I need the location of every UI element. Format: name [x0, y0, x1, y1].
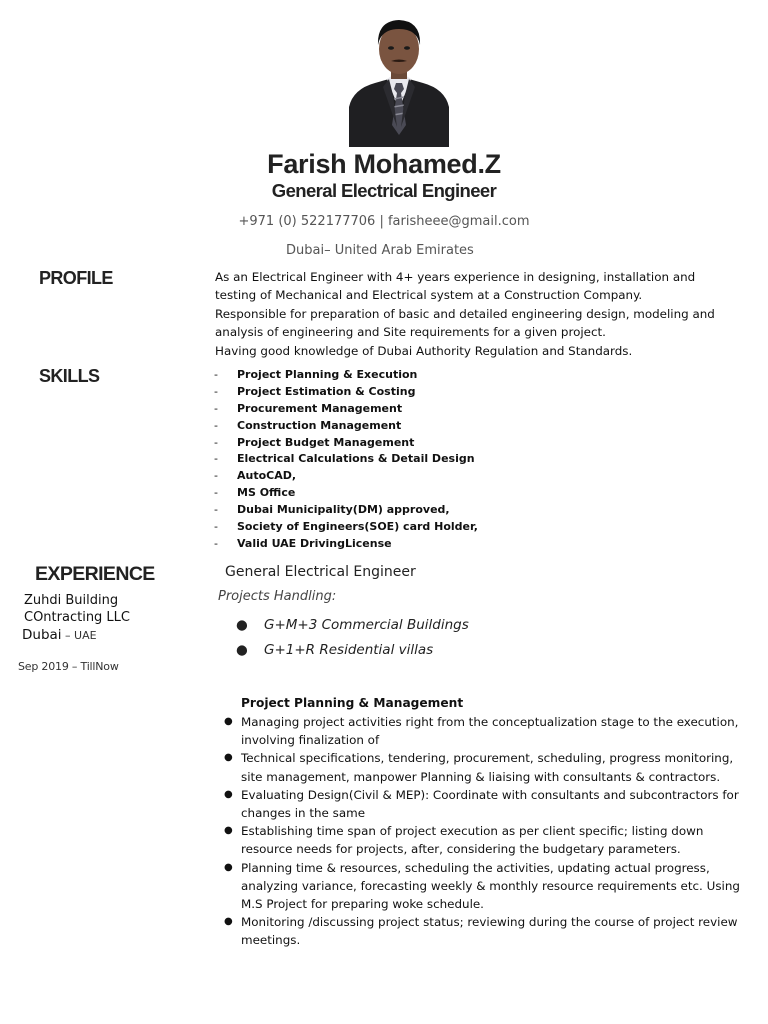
skill-label: Society of Engineers(SOE) card Holder, [237, 520, 478, 534]
bullet-icon: ● [224, 716, 233, 727]
skills-list [214, 367, 478, 553]
responsibility-line: involving finalization of [241, 733, 380, 748]
skill-label: Procurement Management [237, 401, 403, 415]
contact-line: +971 (0) 522177706 | farisheee@gmail.com [238, 214, 530, 229]
skill-label: MS Office [237, 486, 296, 500]
skill-label: Project Planning & Execution [237, 368, 418, 381]
section-heading-profile: PROFILE [39, 268, 113, 288]
dash-bullet: - [214, 418, 218, 432]
country-text: – UAE [61, 629, 97, 642]
profile-line: Having good knowledge of Dubai Authority Regulation and Standards. [215, 343, 633, 358]
skill-label: Project Budget Management [237, 435, 415, 449]
skill-item [214, 367, 478, 384]
company-name [24, 593, 130, 626]
project-label: G+1+R Residential villas [264, 642, 434, 658]
company-line: COntracting LLC [24, 609, 130, 625]
candidate-name: Farish Mohamed.Z [267, 149, 501, 179]
profile-line: Responsible for preparation of basic and detailed engineering design, modeling and [215, 306, 715, 321]
skill-item [214, 502, 478, 519]
bullet-icon: ● [224, 916, 233, 928]
dash-bullet: - [214, 520, 218, 534]
section-heading-skills: SKILLS [39, 366, 100, 386]
skill-label: AutoCAD, [237, 469, 297, 483]
skill-item [214, 536, 478, 553]
responsibility-item [224, 786, 758, 822]
dash-bullet: - [214, 486, 218, 500]
bullet-icon: ● [224, 861, 233, 873]
responsibility-item [224, 749, 758, 785]
responsibility-line: Managing project activities right from the conceptualization stage to the execution, [241, 715, 739, 729]
profile-line: As an Electrical Engineer with 4+ years experience in designing, installation and [215, 270, 696, 284]
dash-bullet: - [214, 368, 218, 381]
responsibilities-heading: Project Planning & Management [241, 696, 464, 710]
bullet-icon: ● [224, 788, 233, 800]
profile-photo [349, 15, 449, 147]
projects-list [236, 613, 469, 663]
skill-item [214, 451, 478, 468]
skill-item [214, 468, 478, 485]
skill-item [214, 485, 478, 502]
responsibility-item [224, 822, 758, 858]
profile-summary [215, 268, 760, 360]
skill-item [214, 519, 478, 536]
dash-bullet: - [214, 452, 218, 466]
responsibility-line: meetings. [241, 933, 301, 948]
skill-item [214, 435, 478, 452]
bullet-icon: ● [236, 617, 248, 633]
job-location [22, 627, 97, 643]
dash-bullet: - [214, 401, 218, 415]
responsibility-line: Planning time & resources, scheduling the activities, updating actual progress, [241, 860, 710, 875]
responsibility-line: Establishing time span of project execution as per client specific; listing down [241, 824, 704, 839]
dash-bullet: - [214, 503, 218, 517]
skill-label: Valid UAE DrivingLicense [237, 536, 392, 550]
skill-label: Dubai Municipality(DM) approved, [237, 503, 450, 517]
responsibility-line: analyzing variance, forecasting weekly & monthly resource requirements etc. Using [241, 878, 740, 893]
skill-item [214, 401, 478, 418]
dash-bullet: - [214, 536, 218, 550]
responsibility-item [224, 913, 758, 949]
location-line: Dubai– United Arab Emirates [286, 243, 474, 258]
employment-dates: Sep 2019 – TillNow [18, 660, 119, 673]
responsibility-line: Evaluating Design(Civil & MEP): Coordinate with consultants and subcontractors for [241, 787, 739, 802]
responsibility-line: M.S Project for preparing woke schedule. [241, 897, 484, 912]
profile-line: testing of Mechanical and Electrical system at a Construction Company. [215, 288, 643, 303]
project-label: G+M+3 Commercial Buildings [264, 617, 469, 633]
responsibilities-list [224, 713, 758, 950]
skill-item [214, 418, 478, 435]
candidate-title: General Electrical Engineer [271, 180, 497, 201]
bullet-icon: ● [236, 642, 248, 658]
skill-label: Project Estimation & Costing [237, 384, 416, 398]
projects-label: Projects Handling: [218, 589, 337, 604]
skill-item [214, 384, 478, 401]
responsibility-line: Monitoring /discussing project status; reviewing during the course of project review [241, 915, 738, 930]
skill-label: Construction Management [237, 418, 402, 432]
bullet-icon: ● [224, 752, 233, 764]
skill-label: Electrical Calculations & Detail Design [237, 452, 475, 466]
dash-bullet: - [214, 435, 218, 449]
city-text: Dubai [22, 627, 62, 643]
responsibility-line: changes in the same [241, 806, 366, 821]
project-item [236, 638, 469, 663]
responsibility-item [224, 713, 758, 749]
responsibility-line: Technical specifications, tendering, procurement, scheduling, progress monitoring, [241, 751, 734, 766]
profile-line: analysis of engineering and Site requirements for a given project. [215, 325, 606, 340]
responsibility-line: site management, manpower Planning & liaising with consultants & contractors. [241, 769, 721, 784]
responsibility-item [224, 859, 758, 914]
company-line: Zuhdi Building [24, 593, 119, 608]
project-item [236, 613, 469, 638]
job-title: General Electrical Engineer [225, 564, 416, 580]
bullet-icon: ● [224, 825, 233, 837]
dash-bullet: - [214, 469, 218, 483]
dash-bullet: - [214, 384, 218, 398]
responsibility-line: resource needs for projects, after, considering the budgetary parameters. [241, 842, 681, 857]
section-heading-experience: EXPERIENCE [35, 563, 155, 585]
